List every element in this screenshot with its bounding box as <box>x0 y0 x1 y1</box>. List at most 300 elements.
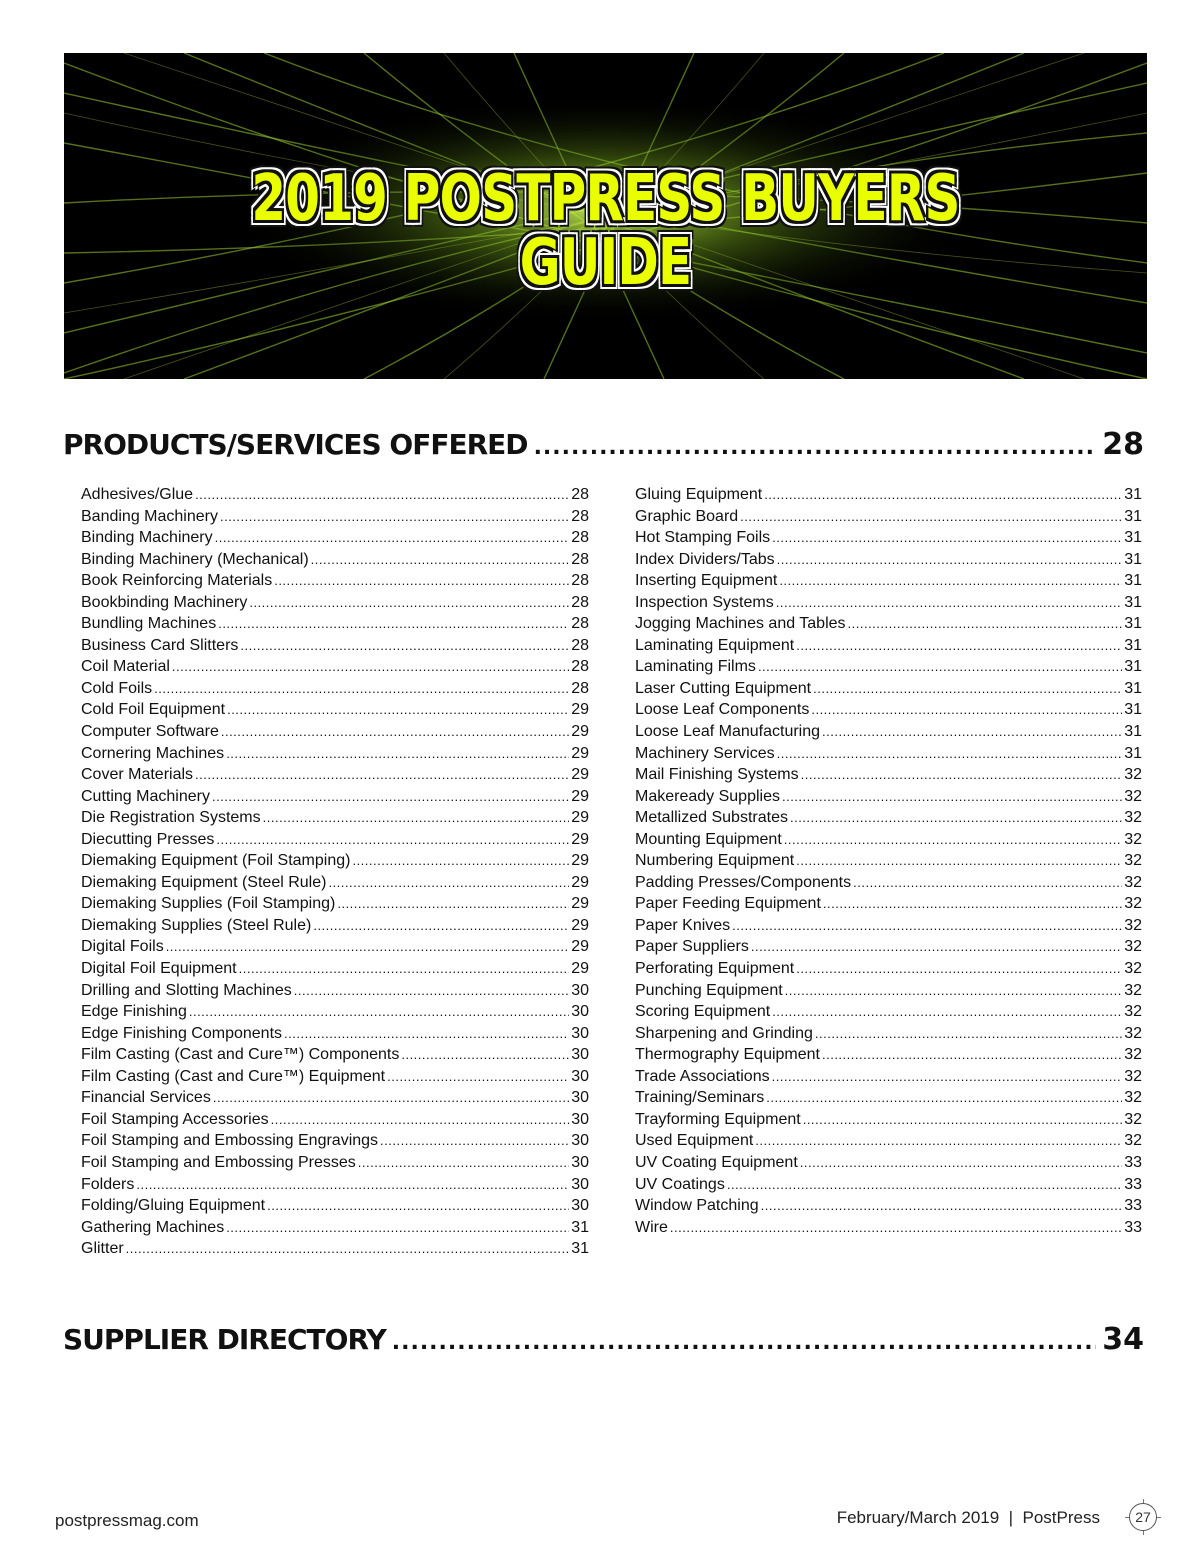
entry-name: Jogging Machines and Tables <box>635 615 846 633</box>
entry-page: 32 <box>1124 1024 1142 1042</box>
entry-page: 31 <box>571 1218 589 1236</box>
entry-name: Graphic Board <box>635 507 739 525</box>
entry-name: Gathering Machines <box>81 1218 225 1236</box>
left-column-index <box>81 484 589 1260</box>
dot-leader <box>853 872 1122 894</box>
entry-page: 29 <box>571 852 589 870</box>
entry-page: 30 <box>571 1110 589 1128</box>
entry-name: Training/Seminars <box>635 1089 765 1107</box>
dot-leader <box>796 635 1122 657</box>
entry-page: 30 <box>571 1046 589 1064</box>
entry-page: 32 <box>1124 766 1142 784</box>
entry-name: Folding/Gluing Equipment <box>81 1197 266 1215</box>
index-entry <box>81 1109 589 1131</box>
dot-leader <box>216 829 569 851</box>
index-entry <box>635 656 1142 678</box>
entry-page: 31 <box>1124 529 1142 547</box>
entry-page: 31 <box>1124 744 1142 762</box>
entry-page: 29 <box>571 960 589 978</box>
dot-leader <box>800 1152 1122 1174</box>
index-entry <box>635 850 1142 872</box>
index-entry <box>635 506 1142 528</box>
entry-name: Computer Software <box>81 723 219 741</box>
entry-name: Wire <box>635 1218 668 1236</box>
dot-leader <box>758 656 1122 678</box>
entry-name: Loose Leaf Components <box>635 701 810 719</box>
dot-leader <box>226 743 569 765</box>
entry-page: 31 <box>1124 507 1142 525</box>
dot-leader <box>766 1087 1122 1109</box>
index-entry <box>635 1044 1142 1066</box>
entry-name: Edge Finishing Components <box>81 1024 283 1042</box>
entry-name: Perforating Equipment <box>635 960 795 978</box>
entry-page: 33 <box>1124 1153 1142 1171</box>
entry-page: 32 <box>1124 1132 1142 1150</box>
entry-page: 31 <box>1124 550 1142 568</box>
index-entry <box>635 1023 1142 1045</box>
entry-name: Diemaking Supplies (Foil Stamping) <box>81 895 336 913</box>
dot-leader <box>380 1130 569 1152</box>
entry-name: Foil Stamping and Embossing Presses <box>81 1153 356 1171</box>
entry-page: 28 <box>571 507 589 525</box>
index-entry <box>635 1066 1142 1088</box>
entry-name: Makeready Supplies <box>635 787 780 805</box>
entry-name: Foil Stamping and Embossing Engravings <box>81 1132 379 1150</box>
dot-leader <box>776 592 1122 614</box>
dot-leader <box>220 506 569 528</box>
entry-page: 32 <box>1124 1110 1142 1128</box>
index-entry <box>81 721 589 743</box>
dot-leader <box>764 484 1122 506</box>
entry-name: Financial Services <box>81 1089 211 1107</box>
entry-page: 28 <box>571 550 589 568</box>
entry-name: Gluing Equipment <box>635 486 763 503</box>
dot-leader <box>813 678 1122 700</box>
products-services-heading <box>63 427 1144 462</box>
entry-page: 29 <box>571 916 589 934</box>
index-entry <box>81 656 589 678</box>
index-entry <box>635 527 1142 549</box>
dot-leader <box>136 1174 569 1196</box>
dot-leader <box>401 1044 569 1066</box>
entry-name: Banding Machinery <box>81 507 218 525</box>
dot-leader <box>811 699 1122 721</box>
entry-page: 31 <box>1124 572 1142 590</box>
entry-page: 30 <box>571 1067 589 1085</box>
entry-name: Numbering Equipment <box>635 852 795 870</box>
entry-page: 31 <box>1124 723 1142 741</box>
dot-leader <box>761 1195 1123 1217</box>
dot-leader <box>392 1332 1097 1354</box>
entry-page: 28 <box>571 572 589 590</box>
entry-name: Film Casting (Cast and Cure™) Components <box>81 1046 400 1064</box>
index-entry <box>635 807 1142 829</box>
entry-page: 33 <box>1124 1218 1142 1236</box>
index-entry <box>81 936 589 958</box>
entry-page: 30 <box>571 1132 589 1150</box>
entry-name: Coil Material <box>81 658 170 676</box>
index-entry <box>635 678 1142 700</box>
index-entry <box>81 678 589 700</box>
dot-leader <box>785 980 1123 1002</box>
entry-page: 31 <box>1124 593 1142 611</box>
entry-name: Binding Machinery <box>81 529 213 547</box>
dot-leader <box>777 549 1123 571</box>
index-entry <box>81 549 589 571</box>
dot-leader <box>239 958 570 980</box>
dot-leader <box>727 1174 1122 1196</box>
index-entry <box>635 786 1142 808</box>
dot-leader <box>803 1109 1123 1131</box>
page-number-badge <box>1125 1499 1161 1535</box>
index-entry <box>81 1238 589 1260</box>
entry-name: Diemaking Equipment (Steel Rule) <box>81 873 327 891</box>
dot-leader <box>790 807 1122 829</box>
entry-page: 29 <box>571 873 589 891</box>
entry-page: 30 <box>571 1003 589 1021</box>
index-entry <box>81 1152 589 1174</box>
index-entry <box>635 743 1142 765</box>
entry-page: 30 <box>571 1024 589 1042</box>
entry-name: Paper Feeding Equipment <box>635 895 821 913</box>
dot-leader <box>213 1087 569 1109</box>
entry-name: Punching Equipment <box>635 981 783 999</box>
entry-name: Film Casting (Cast and Cure™) Equipment <box>81 1067 386 1085</box>
index-entry <box>635 915 1142 937</box>
dot-leader <box>755 1130 1122 1152</box>
dot-leader <box>740 506 1122 528</box>
entry-page: 33 <box>1124 1175 1142 1193</box>
entry-name: Window Patching <box>635 1197 759 1215</box>
index-entry <box>81 1195 589 1217</box>
entry-name: Bundling Machines <box>81 615 217 633</box>
footer-website: postpressmag.com <box>55 1511 199 1530</box>
index-entry <box>81 1066 589 1088</box>
entry-name: Foil Stamping Accessories <box>81 1110 269 1128</box>
entry-name: Index Dividers/Tabs <box>635 550 775 568</box>
entry-name: Paper Knives <box>635 916 731 934</box>
index-entry <box>635 1152 1142 1174</box>
index-entry <box>81 1130 589 1152</box>
products-services-label: PRODUCTS/SERVICES OFFERED <box>63 428 528 461</box>
entry-name: Edge Finishing <box>81 1003 187 1021</box>
dot-leader <box>848 613 1123 635</box>
entry-page: 29 <box>571 787 589 805</box>
entry-page: 32 <box>1124 873 1142 891</box>
entry-page: 30 <box>571 1153 589 1171</box>
entry-name: Binding Machinery (Mechanical) <box>81 550 309 568</box>
entry-name: UV Coatings <box>635 1175 725 1193</box>
entry-name: Used Equipment <box>635 1132 754 1150</box>
index-entry <box>635 829 1142 851</box>
index-entry <box>81 786 589 808</box>
dot-leader <box>772 1066 1123 1088</box>
dot-leader <box>772 1001 1122 1023</box>
index-entry <box>635 1001 1142 1023</box>
dot-leader <box>337 893 569 915</box>
dot-leader <box>815 1023 1122 1045</box>
dot-leader <box>154 678 569 700</box>
entry-page: 28 <box>571 615 589 633</box>
index-entry <box>81 1174 589 1196</box>
dot-leader <box>670 1217 1122 1239</box>
index-entry <box>635 1195 1142 1217</box>
entry-page: 32 <box>1124 916 1142 934</box>
dot-leader <box>801 764 1123 786</box>
entry-name: Loose Leaf Manufacturing <box>635 723 821 741</box>
entry-name: Cover Materials <box>81 766 194 784</box>
index-entry <box>81 635 589 657</box>
index-entry <box>81 829 589 851</box>
entry-page: 30 <box>571 1197 589 1215</box>
index-entry <box>635 893 1142 915</box>
entry-page: 28 <box>571 486 589 503</box>
entry-name: Folders <box>81 1175 135 1193</box>
dot-leader <box>358 1152 569 1174</box>
entry-page: 33 <box>1124 1197 1142 1215</box>
index-entry <box>81 915 589 937</box>
index-entry <box>81 1044 589 1066</box>
entry-page: 32 <box>1124 852 1142 870</box>
index-entry <box>635 635 1142 657</box>
entry-page: 32 <box>1124 809 1142 827</box>
page-number: 27 <box>1129 1503 1157 1531</box>
dot-leader <box>294 980 569 1002</box>
index-entry <box>635 1087 1142 1109</box>
entry-page: 31 <box>1124 679 1142 697</box>
dot-leader <box>195 764 569 786</box>
index-entry <box>635 1174 1142 1196</box>
entry-name: Scoring Equipment <box>635 1003 771 1021</box>
entry-name: Adhesives/Glue <box>81 486 194 503</box>
entry-page: 29 <box>571 938 589 956</box>
products-services-page: 28 <box>1102 427 1144 462</box>
dot-leader <box>126 1238 570 1260</box>
index-entry <box>635 549 1142 571</box>
dot-leader <box>534 437 1097 459</box>
dot-leader <box>313 915 569 937</box>
entry-name: Digital Foil Equipment <box>81 960 237 978</box>
entry-name: Diemaking Equipment (Foil Stamping) <box>81 852 351 870</box>
dot-leader <box>274 570 569 592</box>
supplier-directory-page: 34 <box>1102 1322 1144 1357</box>
supplier-directory-label: SUPPLIER DIRECTORY <box>63 1323 386 1356</box>
entry-name: Thermography Equipment <box>635 1046 820 1064</box>
entry-page: 31 <box>1124 701 1142 719</box>
supplier-directory-heading <box>63 1322 1144 1357</box>
index-entry <box>81 764 589 786</box>
dot-leader <box>215 527 570 549</box>
footer-issue: February/March 2019 | PostPress <box>836 1508 1100 1527</box>
index-entry <box>81 872 589 894</box>
index-entry <box>81 743 589 765</box>
entry-name: Inspection Systems <box>635 593 774 611</box>
entry-name: Trayforming Equipment <box>635 1110 801 1128</box>
entry-name: Inserting Equipment <box>635 572 778 590</box>
index-entry <box>635 1109 1142 1131</box>
entry-page: 30 <box>571 981 589 999</box>
dot-leader <box>221 721 569 743</box>
entry-page: 29 <box>571 830 589 848</box>
dot-leader <box>387 1066 569 1088</box>
entry-name: Cutting Machinery <box>81 787 210 805</box>
dot-leader <box>779 570 1122 592</box>
index-entry <box>81 506 589 528</box>
index-entry <box>635 980 1142 1002</box>
dot-leader <box>328 872 569 894</box>
dot-leader <box>226 1217 569 1239</box>
dot-leader <box>267 1195 569 1217</box>
dot-leader <box>227 699 569 721</box>
entry-page: 32 <box>1124 1003 1142 1021</box>
entry-name: Paper Suppliers <box>635 938 749 956</box>
entry-page: 29 <box>571 723 589 741</box>
entry-name: Business Card Slitters <box>81 636 239 654</box>
entry-page: 30 <box>571 1175 589 1193</box>
entry-name: Die Registration Systems <box>81 809 261 827</box>
index-entry <box>635 1130 1142 1152</box>
index-entry <box>81 1217 589 1239</box>
dot-leader <box>751 936 1122 958</box>
dot-leader <box>263 807 570 829</box>
entry-name: Metallized Substrates <box>635 809 788 827</box>
entry-name: Sharpening and Grinding <box>635 1024 813 1042</box>
entry-name: Bookbinding Machinery <box>81 593 248 611</box>
entry-page: 29 <box>571 895 589 913</box>
entry-name: UV Coating Equipment <box>635 1153 798 1171</box>
entry-page: 32 <box>1124 960 1142 978</box>
entry-page: 32 <box>1124 787 1142 805</box>
entry-name: Laser Cutting Equipment <box>635 679 812 697</box>
entry-page: 32 <box>1124 938 1142 956</box>
dot-leader <box>777 743 1123 765</box>
index-entry <box>635 764 1142 786</box>
entry-page: 31 <box>1124 636 1142 654</box>
header-banner <box>64 53 1147 379</box>
entry-page: 31 <box>1124 486 1142 503</box>
dot-leader <box>172 656 569 678</box>
entry-page: 32 <box>1124 1046 1142 1064</box>
dot-leader <box>782 786 1122 808</box>
dot-leader <box>249 592 569 614</box>
entry-name: Diemaking Supplies (Steel Rule) <box>81 916 312 934</box>
entry-name: Machinery Services <box>635 744 775 762</box>
entry-name: Mail Finishing Systems <box>635 766 799 784</box>
index-entry <box>635 1217 1142 1239</box>
entry-name: Digital Foils <box>81 938 164 956</box>
dot-leader <box>195 484 569 506</box>
entry-page: 32 <box>1124 1089 1142 1107</box>
entry-page: 32 <box>1124 1067 1142 1085</box>
index-entry <box>81 527 589 549</box>
dot-leader <box>311 549 570 571</box>
index-entry <box>81 850 589 872</box>
entry-page: 28 <box>571 658 589 676</box>
entry-page: 31 <box>1124 658 1142 676</box>
dot-leader <box>240 635 569 657</box>
index-entry <box>81 484 589 506</box>
entry-page: 31 <box>571 1240 589 1258</box>
entry-page: 31 <box>1124 615 1142 633</box>
entry-name: Cornering Machines <box>81 744 225 762</box>
entry-name: Hot Stamping Foils <box>635 529 771 547</box>
dot-leader <box>822 1044 1122 1066</box>
dot-leader <box>352 850 569 872</box>
entry-name: Cold Foils <box>81 679 153 697</box>
index-entry <box>635 872 1142 894</box>
index-entry <box>635 699 1142 721</box>
entry-name: Cold Foil Equipment <box>81 701 226 719</box>
dot-leader <box>822 721 1122 743</box>
index-entry <box>81 1001 589 1023</box>
index-entry <box>81 613 589 635</box>
dot-leader <box>212 786 569 808</box>
entry-page: 32 <box>1124 981 1142 999</box>
index-entry <box>635 958 1142 980</box>
dot-leader <box>796 850 1122 872</box>
entry-page: 29 <box>571 744 589 762</box>
index-entry <box>635 936 1142 958</box>
index-entry <box>81 958 589 980</box>
index-entry <box>635 721 1142 743</box>
entry-name: Drilling and Slotting Machines <box>81 981 292 999</box>
entry-page: 30 <box>571 1089 589 1107</box>
index-entry <box>635 570 1142 592</box>
dot-leader <box>784 829 1122 851</box>
dot-leader <box>284 1023 569 1045</box>
index-entry <box>81 807 589 829</box>
dot-leader <box>218 613 569 635</box>
index-entry <box>81 980 589 1002</box>
entry-name: Padding Presses/Components <box>635 873 852 891</box>
dot-leader <box>189 1001 569 1023</box>
index-entry <box>81 893 589 915</box>
dot-leader <box>796 958 1122 980</box>
index-entry <box>81 1023 589 1045</box>
dot-leader <box>166 936 570 958</box>
entry-name: Glitter <box>81 1240 124 1258</box>
entry-page: 29 <box>571 701 589 719</box>
index-entry <box>81 592 589 614</box>
dot-leader <box>732 915 1122 937</box>
index-entry <box>635 484 1142 506</box>
entry-name: Trade Associations <box>635 1067 770 1085</box>
banner-title: 2019 POSTPRESS BUYERS GUIDE <box>251 162 960 300</box>
index-entry <box>635 613 1142 635</box>
index-entry <box>81 570 589 592</box>
entry-page: 29 <box>571 809 589 827</box>
dot-leader <box>823 893 1122 915</box>
entry-page: 32 <box>1124 895 1142 913</box>
entry-page: 28 <box>571 529 589 547</box>
entry-page: 29 <box>571 766 589 784</box>
right-column-index <box>635 484 1142 1238</box>
entry-name: Laminating Equipment <box>635 636 795 654</box>
index-entry <box>635 592 1142 614</box>
dot-leader <box>772 527 1122 549</box>
entry-page: 28 <box>571 593 589 611</box>
entry-name: Book Reinforcing Materials <box>81 572 273 590</box>
entry-page: 28 <box>571 679 589 697</box>
entry-page: 28 <box>571 636 589 654</box>
entry-page: 32 <box>1124 830 1142 848</box>
entry-name: Diecutting Presses <box>81 830 215 848</box>
entry-name: Mounting Equipment <box>635 830 782 848</box>
entry-name: Laminating Films <box>635 658 756 676</box>
index-entry <box>81 699 589 721</box>
index-entry <box>81 1087 589 1109</box>
dot-leader <box>271 1109 570 1131</box>
